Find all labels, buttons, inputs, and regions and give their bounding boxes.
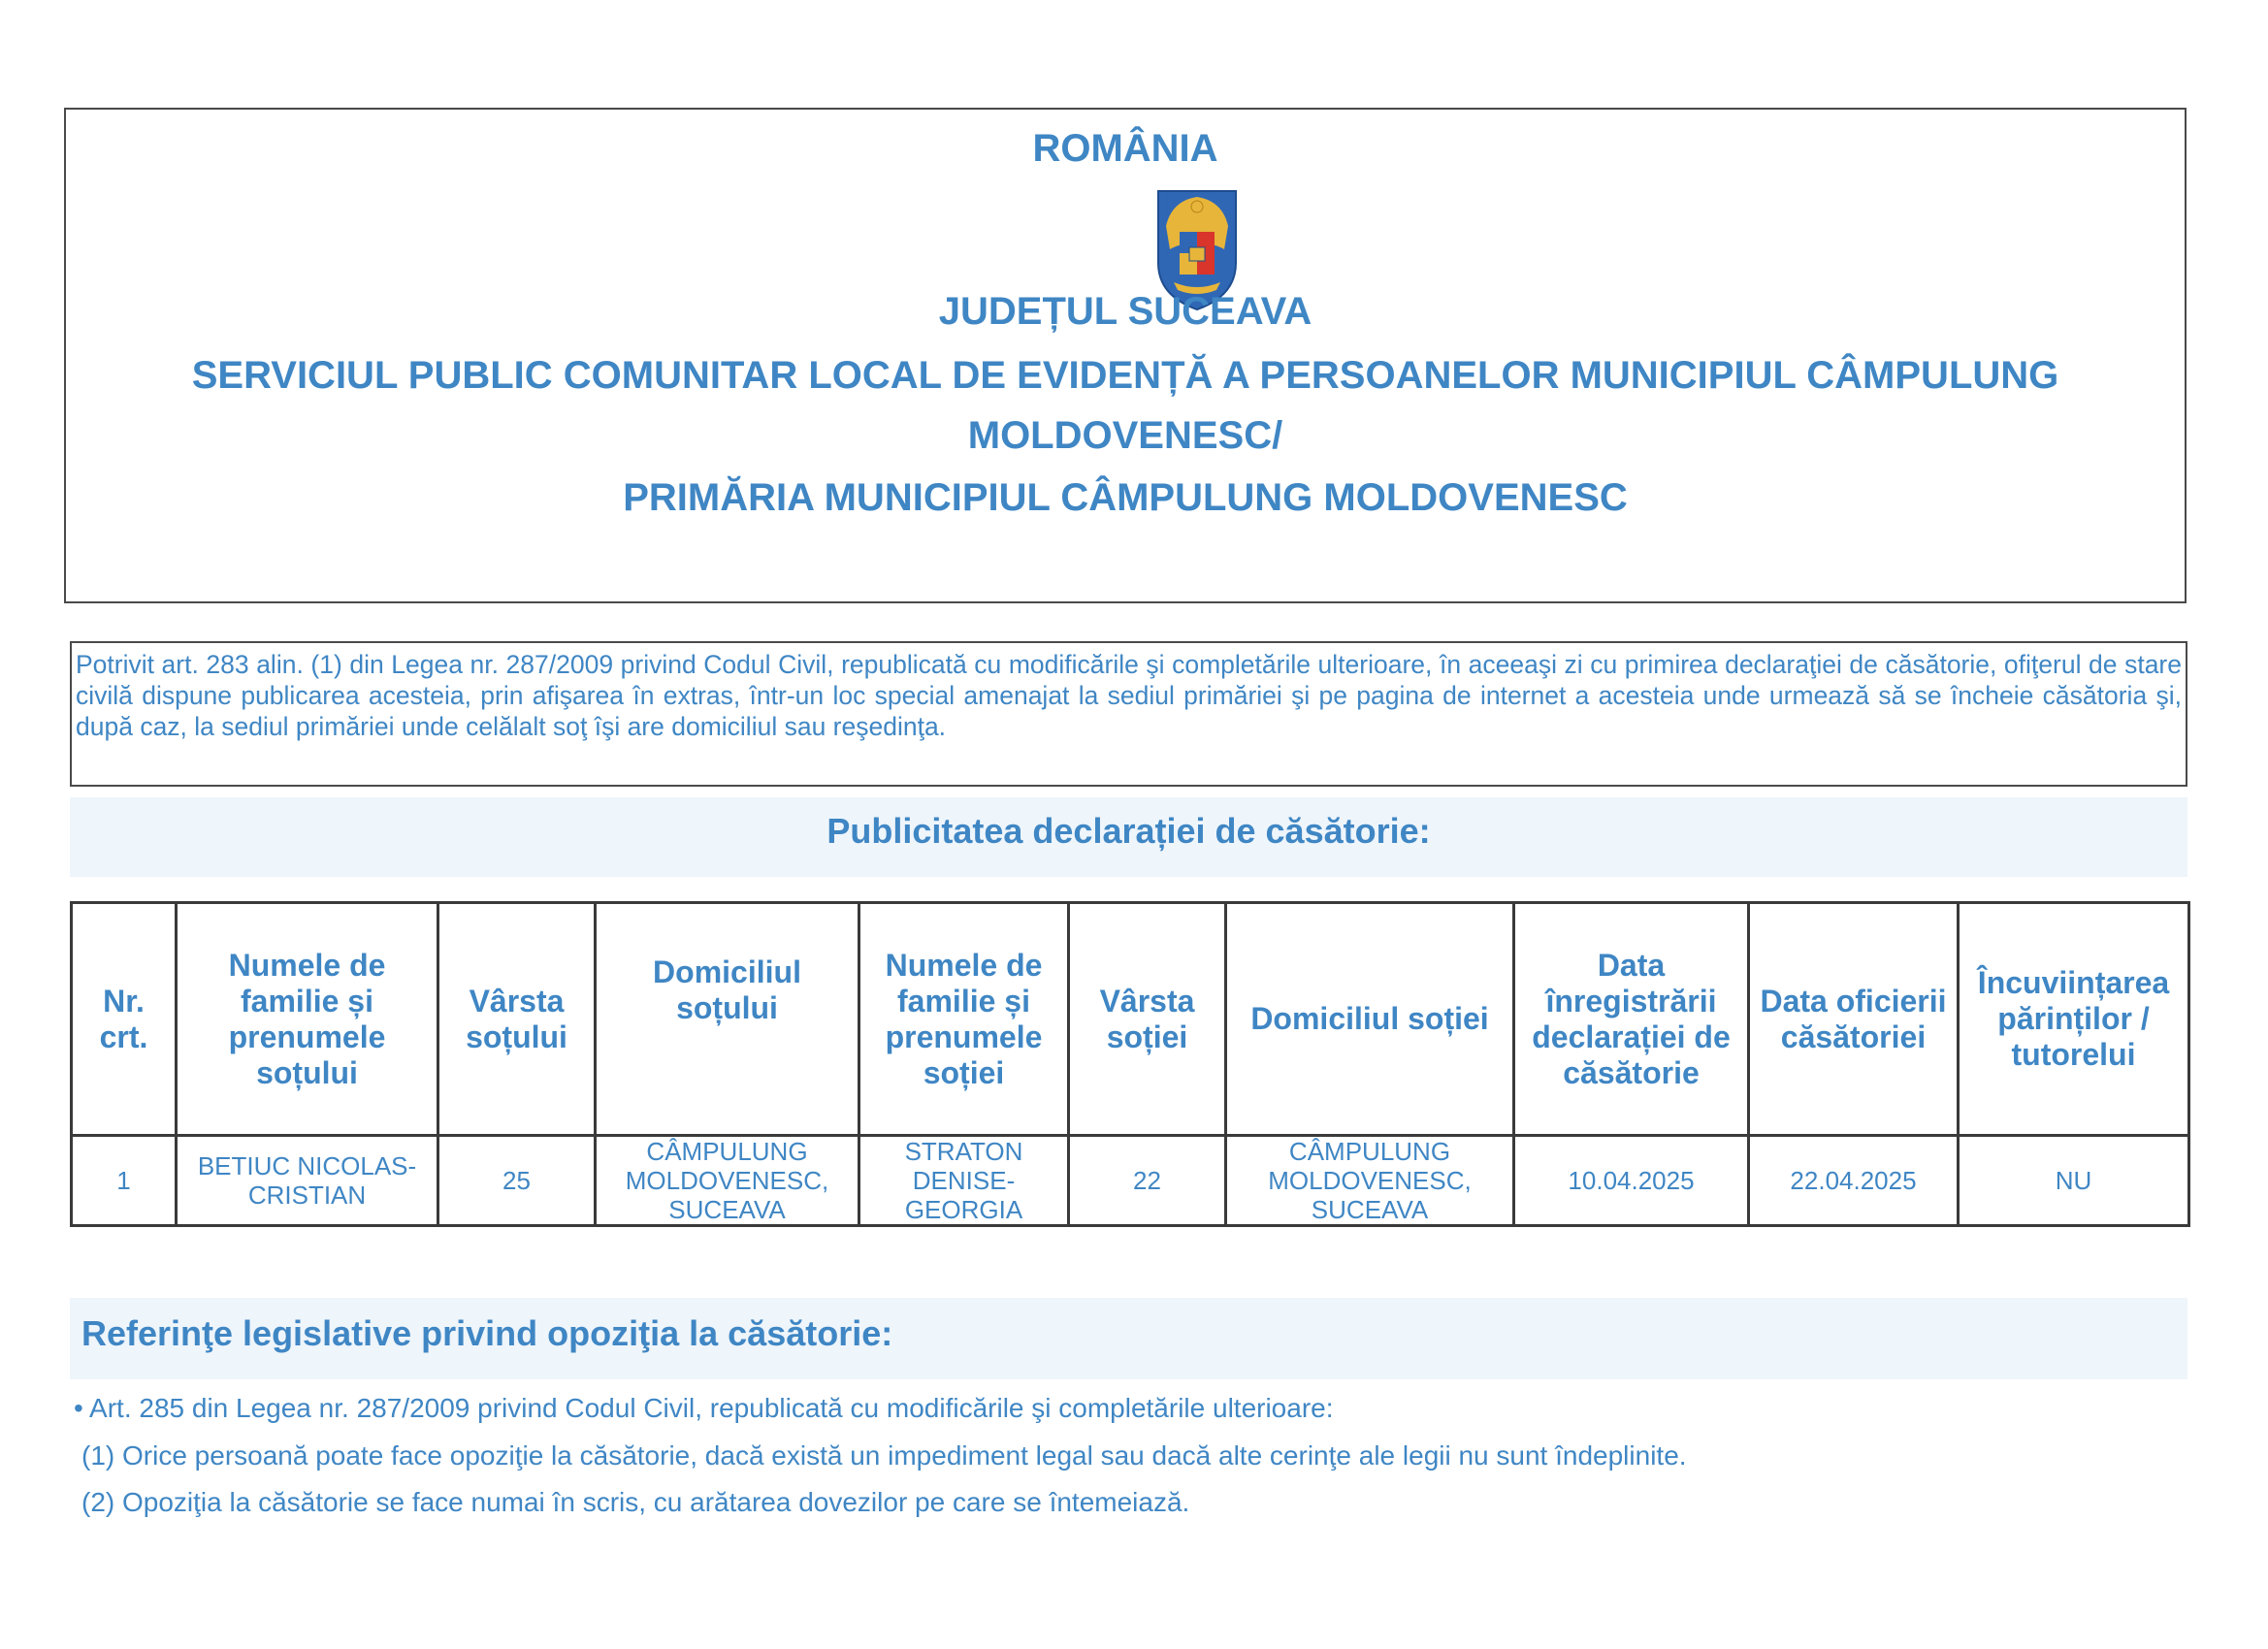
county-title: JUDEȚUL SUCEAVA — [938, 290, 1312, 333]
table-cell: CÂMPULUNG MOLDOVENESC, SUCEAVA — [596, 1136, 859, 1226]
column-header: Vârsta soției — [1069, 903, 1226, 1136]
header-box — [64, 108, 2187, 603]
column-header: Domiciliul soției — [1226, 903, 1514, 1136]
reference-line-article: • Art. 285 din Legea nr. 287/2009 privind Codul Civil, republicată cu modificările şi completările ulterioare: — [74, 1393, 1334, 1423]
table-cell: 22 — [1069, 1136, 1226, 1226]
legal-intro-box — [70, 641, 2187, 787]
column-header: Nr. crt. — [72, 903, 177, 1136]
service-title-line-2: MOLDOVENESC/ — [967, 414, 1283, 457]
column-header: Data înregistrării declarației de căsătorie — [1514, 903, 1749, 1136]
legal-intro-text: Potrivit art. 283 alin. (1) din Legea nr. 287/2009 privind Codul Civil, republicată cu modificările şi completările ulterioare, în aceeaşi zi cu primirea declaraţiei de căsătorie, ofiţerul de stare civilă dispune publicarea acesteia, prin afişarea în extras, într-un loc special amenajat la sediul primăriei şi pe pagina de internet a acesteia unde urmează să se încheie căsătoria şi, după caz, la sediul primăriei unde celălalt soţ îşi are domiciliul sau reşedinţa. — [76, 650, 2182, 741]
column-header: Încuviințarea părinților / tutorelui — [1959, 903, 2189, 1136]
references-section-title: Referinţe legislative privind opoziţia la căsătorie: — [81, 1313, 893, 1353]
table-cell: CÂMPULUNG MOLDOVENESC, SUCEAVA — [1226, 1136, 1514, 1226]
city-hall-title: PRIMĂRIA MUNICIPIUL CÂMPULUNG MOLDOVENESC — [623, 476, 1628, 519]
table-cell: 1 — [72, 1136, 177, 1226]
table-cell: BETIUC NICOLAS-CRISTIAN — [177, 1136, 438, 1226]
country-title: ROMÂNIA — [1032, 127, 1218, 170]
table-cell: 22.04.2025 — [1749, 1136, 1959, 1226]
table-row — [72, 1136, 2189, 1226]
table-cell: NU — [1959, 1136, 2189, 1226]
table-cell: STRATON DENISE-GEORGIA — [859, 1136, 1069, 1226]
table-cell: 10.04.2025 — [1514, 1136, 1749, 1226]
table-header-row — [72, 903, 2189, 1136]
column-header: Numele de familie și prenumele soțului — [177, 903, 438, 1136]
table-cell: 25 — [438, 1136, 596, 1226]
column-header: Numele de familie și prenumele soției — [859, 903, 1069, 1136]
column-header: Domiciliul soțului — [596, 903, 859, 1136]
service-title-line-1: SERVICIUL PUBLIC COMUNITAR LOCAL DE EVIDENȚĂ A PERSOANELOR MUNICIPIUL CÂMPULUNG — [191, 354, 2059, 397]
column-header: Vârsta soțului — [438, 903, 596, 1136]
reference-line-paragraph-1: (1) Orice persoană poate face opoziţie la căsătorie, dacă există un impediment legal sau dacă alte cerinţe ale legii nu sunt îndeplinite. — [81, 1440, 1687, 1471]
publicity-section-title: Publicitatea declarației de căsătorie: — [826, 811, 1431, 851]
column-header: Data oficierii căsătoriei — [1749, 903, 1959, 1136]
marriage-declaration-table — [70, 901, 2190, 1227]
reference-line-paragraph-2: (2) Opoziţia la căsătorie se face numai în scris, cu arătarea dovezilor pe care se întemeiază. — [81, 1487, 1190, 1517]
